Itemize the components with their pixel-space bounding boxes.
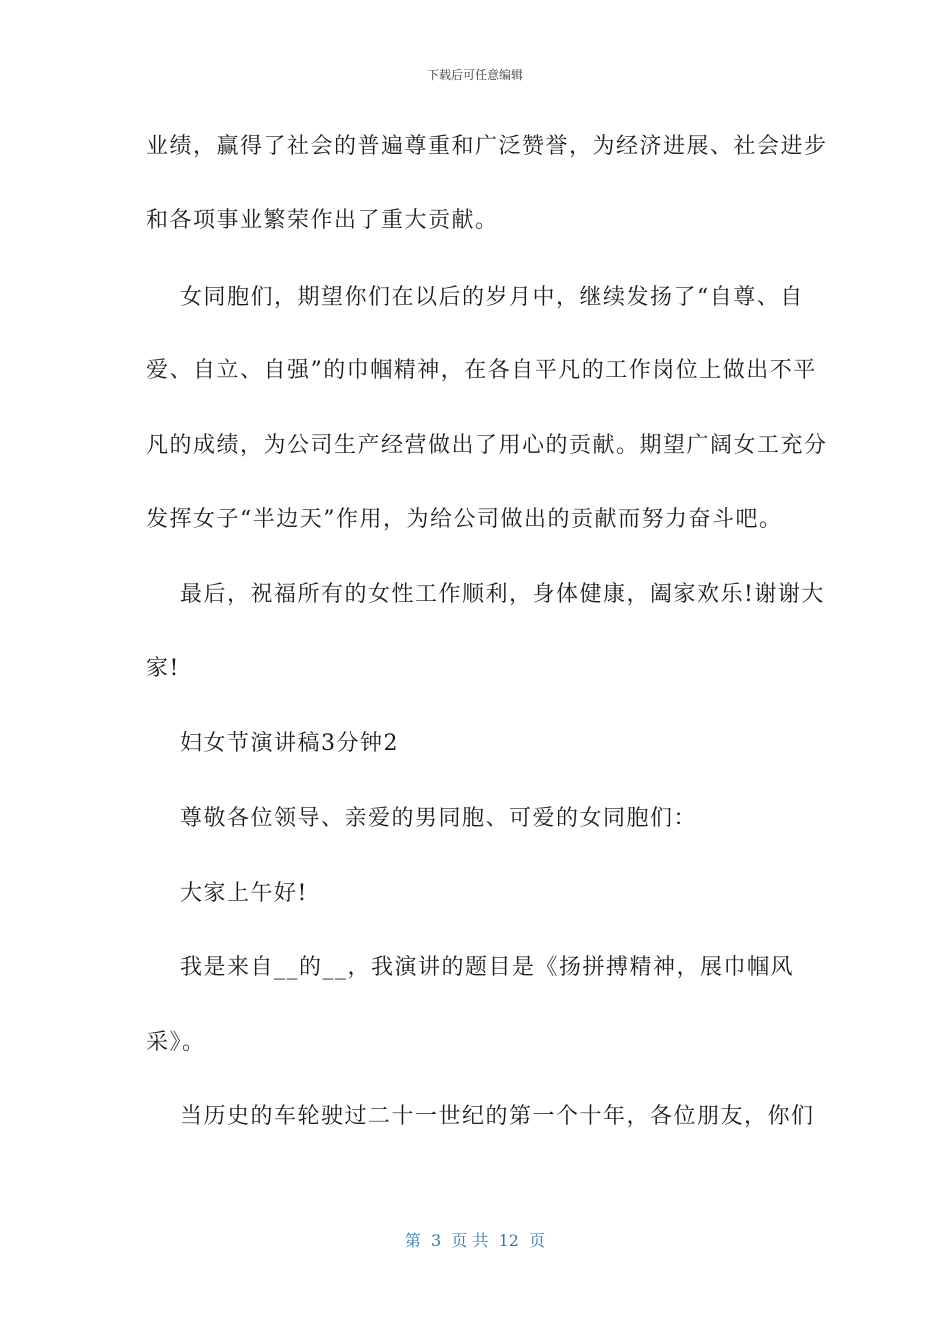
- text-line: 我是来自__的__，我演讲的题目是《扬拼搏精神，展巾帼风: [146, 955, 794, 980]
- text-line: 爱、自立、自强”的巾帼精神，在各自平凡的工作岗位上做出不平: [146, 358, 817, 383]
- text-line: 当历史的车轮驶过二十一世纪的第一个十年，各位朋友，你们: [146, 1104, 815, 1129]
- text-line: 家!: [146, 656, 180, 681]
- page-number: 第 3 页 共 12 页: [404, 1231, 546, 1250]
- text-line: 女同胞们，期望你们在以后的岁月中，继续发扬了“自尊、自: [146, 285, 804, 310]
- text-line: 最后，祝福所有的女性工作顺利，身体健康，阖家欢乐!谢谢大: [146, 582, 825, 607]
- text-line: 凡的成绩，为公司生产经营做出了用心的贡献。期望广阔女工充分: [146, 433, 828, 458]
- text-line: 尊敬各位领导、亲爱的男同胞、可爱的女同胞们：: [146, 806, 697, 831]
- text-line: 和各项事业繁荣作出了重大贡献。: [146, 208, 499, 233]
- text-line: 大家上午好!: [146, 881, 308, 906]
- text-line: 采》。: [146, 1030, 206, 1055]
- section-heading: 妇女节演讲稿3分钟2: [146, 731, 399, 756]
- text-line: 业绩，赢得了社会的普遍尊重和广泛赞誉，为经济进展、社会进步: [146, 134, 828, 159]
- text-line: 发挥女子“半边天”作用，为给公司做出的贡献而努力奋斗吧。: [146, 507, 783, 532]
- page-header: 下载后可任意编辑: [426, 68, 523, 82]
